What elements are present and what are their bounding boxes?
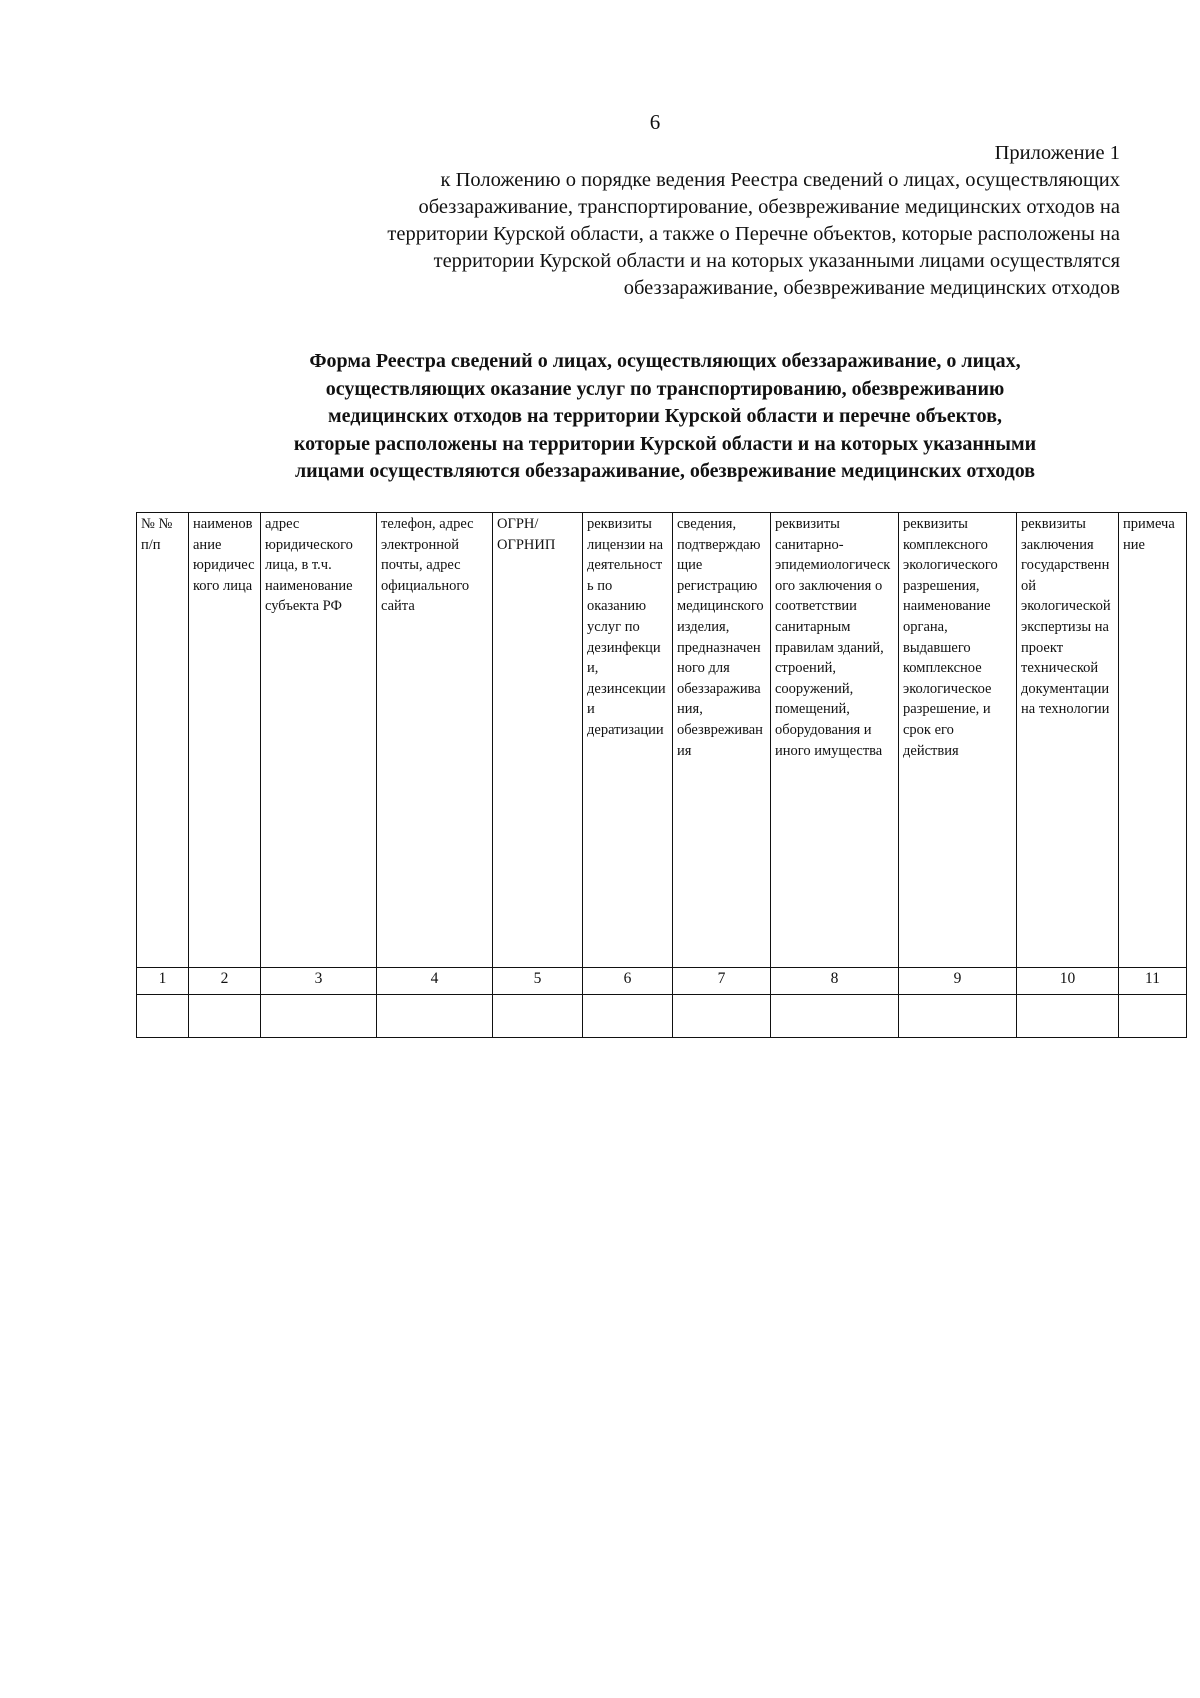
- header-cell-name: наименование юридического лица: [189, 513, 261, 968]
- empty-cell: [493, 995, 583, 1038]
- table-row: [137, 995, 1187, 1038]
- header-cell-number: № № п/п: [137, 513, 189, 968]
- appendix-note: [220, 140, 1120, 302]
- form-title-line: лицами осуществляются обеззараживание, обезвреживание медицинских отходов: [294, 460, 1036, 482]
- empty-cell: [771, 995, 899, 1038]
- form-title-line: которые расположены на территории Курской области и на которых указанными: [293, 432, 1037, 455]
- empty-cell: [1017, 995, 1119, 1038]
- header-cell-sanitary-conclusion: реквизиты санитарно-эпидемиологического заключения о соответствии санитарным правилам зданий, строений, сооружений, помещений, оборудования и иного имущества: [771, 513, 899, 968]
- empty-cell: [137, 995, 189, 1038]
- header-cell-contacts: телефон, адрес электронной почты, адрес официального сайта: [377, 513, 493, 968]
- column-number: 1: [137, 968, 189, 995]
- header-cell-device-registration: сведения, подтверждающие регистрацию медицинского изделия, предназначенного для обеззараживания, обезвреживания: [673, 513, 771, 968]
- column-number: 6: [583, 968, 673, 995]
- empty-cell: [189, 995, 261, 1038]
- form-title-line: медицинских отходов на территории Курской области и перечне объектов,: [327, 405, 1002, 427]
- header-cell-license: реквизиты лицензии на деятельность по оказанию услуг по дезинфекции, дезинсекции и дератизации: [583, 513, 673, 968]
- header-cell-ogrn: ОГРН/ ОГРНИП: [493, 513, 583, 968]
- appendix-line: территории Курской области, а также о Перечне объектов, которые расположены на: [387, 223, 1120, 245]
- column-number: 11: [1119, 968, 1187, 995]
- appendix-line: территории Курской области и на которых указанными лицами осуществлятся: [433, 250, 1120, 272]
- form-title-line: осуществляющих оказание услуг по транспортированию, обезвреживанию: [325, 377, 1005, 400]
- appendix-line: обеззараживание, обезвреживание медицинских отходов: [623, 277, 1120, 299]
- column-number: 9: [899, 968, 1017, 995]
- empty-cell: [377, 995, 493, 1038]
- column-number: 5: [493, 968, 583, 995]
- column-number: 8: [771, 968, 899, 995]
- page-number: 6: [649, 110, 661, 134]
- table-header-row: [137, 513, 1187, 968]
- empty-cell: [261, 995, 377, 1038]
- header-cell-environmental-permit: реквизиты комплексного экологического разрешения, наименование органа, выдавшего комплексное экологическое разрешение, и срок его действия: [899, 513, 1017, 968]
- column-number: 10: [1017, 968, 1119, 995]
- empty-cell: [673, 995, 771, 1038]
- appendix-line: обеззараживание, транспортирование, обезвреживание медицинских отходов на: [418, 196, 1120, 218]
- appendix-line: к Положению о порядке ведения Реестра сведений о лицах, осуществляющих: [440, 169, 1120, 191]
- column-number: 4: [377, 968, 493, 995]
- empty-cell: [583, 995, 673, 1038]
- empty-cell: [1119, 995, 1187, 1038]
- header-cell-note: примечание: [1119, 513, 1187, 968]
- column-number-row: [137, 968, 1187, 995]
- column-number: 7: [673, 968, 771, 995]
- form-title-line: Форма Реестра сведений о лицах, осуществляющих обеззараживание, о лицах,: [309, 350, 1021, 372]
- form-title: [200, 348, 1130, 486]
- header-cell-address: адрес юридического лица, в т.ч. наименование субъекта РФ: [261, 513, 377, 968]
- column-number: 2: [189, 968, 261, 995]
- column-number: 3: [261, 968, 377, 995]
- appendix-label: Приложение 1: [994, 142, 1120, 164]
- header-cell-expertise: реквизиты заключения государственной экологической экспертизы на проект технической документации на технологии: [1017, 513, 1119, 968]
- registry-table: [136, 512, 1187, 1038]
- empty-cell: [899, 995, 1017, 1038]
